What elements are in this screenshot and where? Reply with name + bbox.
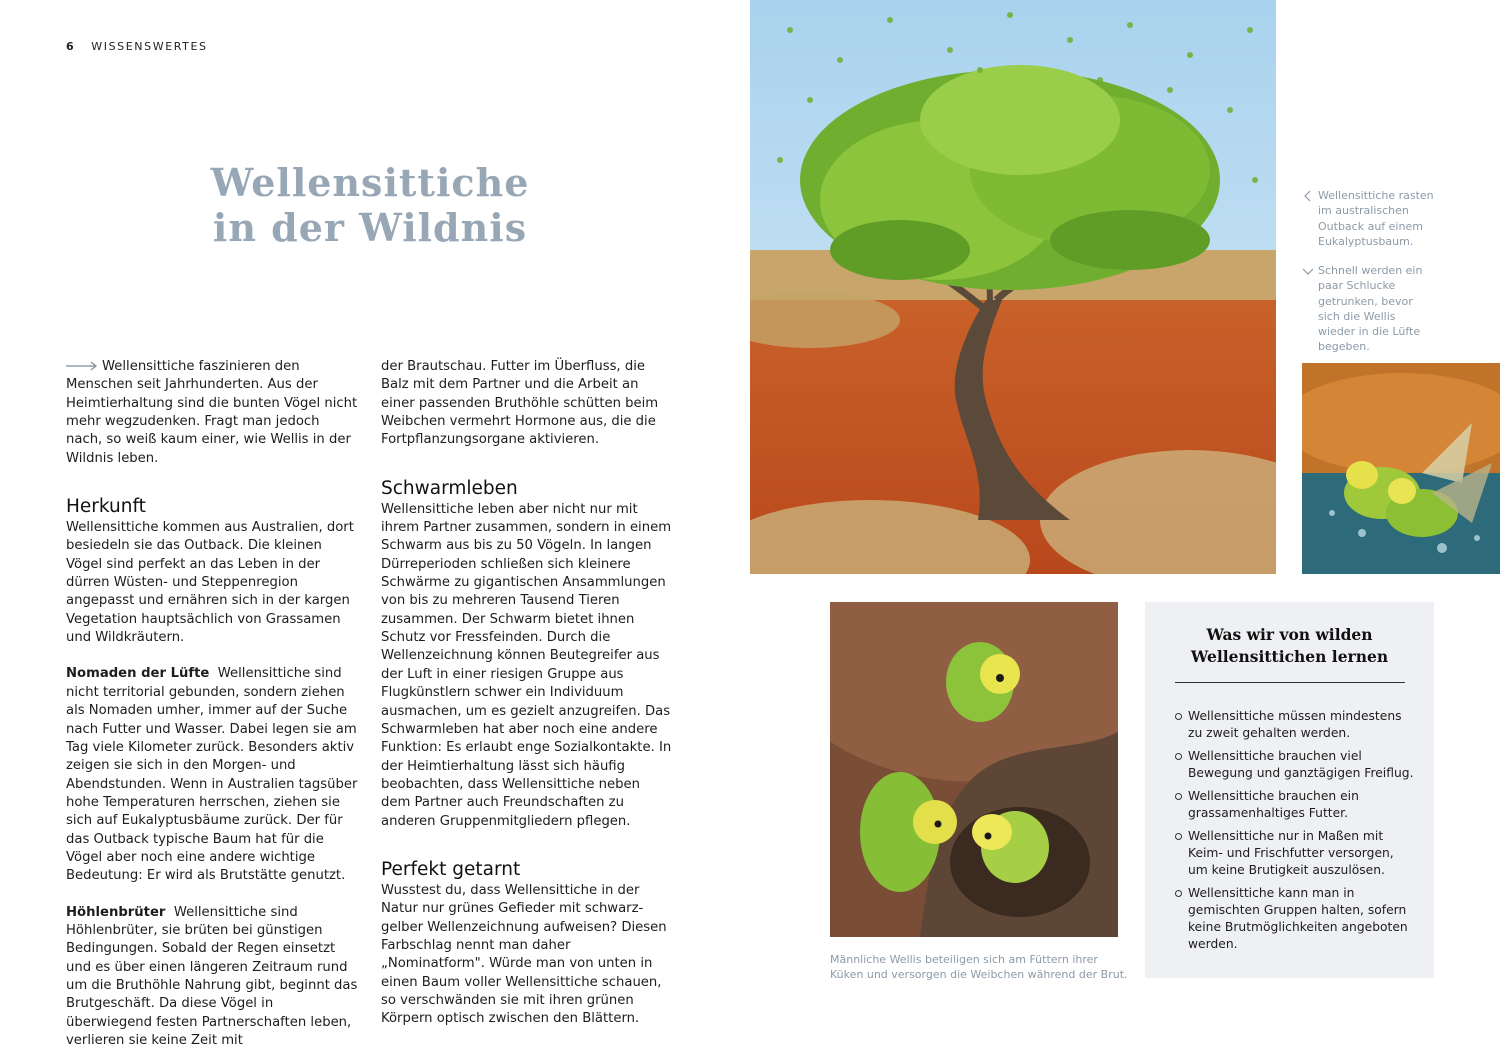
chevron-left-icon [1302,190,1314,202]
photo-outback-tree [750,0,1276,574]
bullet-circle-icon [1175,833,1182,840]
bullet-circle-icon [1175,753,1182,760]
photo-nesting-budgies [830,602,1118,937]
text-column-2 [381,358,673,1029]
intro-text: Wellensittiche faszinieren den Menschen seit Jahrhunderten. Aus der Heimtierhaltung sind die bunten Vögel nicht mehr wegzudenken. Fragt man jedoch nach, so weiß kaum einer, wie Wellis in der Wildnis leben. [66,359,358,466]
caption-nest: Männliche Wellis beteiligen sich am Füttern ihrer Küken und versorgen die Weibchen während der Brut. [830,953,1128,982]
page-title [150,160,590,250]
info-box-title-line-1: Was wir von wilden [1206,625,1373,644]
chevron-down-icon [1302,265,1314,277]
intro-paragraph [66,358,358,468]
list-item-text: Wellensittiche müssen mindestens zu zweit gehalten werden. [1188,709,1402,740]
heading-herkunft: Herkunft [66,496,146,518]
title-line-2: in der Wildnis [212,205,528,250]
caption-water-text: Schnell werden ein paar Schlucke getrunken, bevor sich die Wellis wieder in die Lüfte begeben. [1318,264,1423,354]
heading-schwarmleben: Schwarmleben [381,477,518,499]
running-header [66,40,208,53]
bullet-circle-icon [1175,713,1182,720]
list-item [1175,708,1415,742]
bullet-circle-icon [1175,793,1182,800]
list-item [1175,748,1415,782]
caption-tree [1302,188,1434,249]
paragraph-brautschau: der Brautschau. Futter im Überfluss, die Balz mit dem Partner und die Arbeit an einer passenden Bruthöhle schütten beim Weibchen vermehrt Hormone aus, die die Fortpflanzungsorgane aktivieren. [381,359,659,448]
nesting-budgies-illustration [830,602,1118,937]
info-box [1145,602,1434,978]
outback-tree-illustration [750,0,1276,574]
info-box-divider [1175,682,1405,683]
paragraph-perfekt-getarnt: Wusstest du, dass Wellensittiche in der Natur nur grünes Gefieder mit schwarz-gelber Wellenzeichnung aufweisen? Diesen Farbschlag nennt man daher „Nominatform". Würde man von unten in einen Baum voller Wellensittiche schauen, so verschwänden sie mit ihren grünen Körpern optisch zwischen den Blättern. [381,882,667,1027]
lead-nomaden: Nomaden der Lüfte [66,666,210,682]
list-item [1175,828,1415,878]
list-item-text: Wellensittiche nur in Maßen mit Keim- und Frischfutter versorgen, um keine Brutigkeit auszulösen. [1188,829,1394,877]
bullet-circle-icon [1175,890,1182,897]
section-title: WISSENSWERTES [91,40,208,53]
paragraph-hoehlenbrueter [66,904,358,1051]
list-item [1175,885,1415,952]
text-nomaden: Wellensittiche sind nicht territorial gebunden, sondern ziehen als Nomaden umher, immer auf der Suche nach Futter und Wasser. Dabei legen sie am Tag viele Kilometer zurück. Besonders aktiv zeigen sie sich in den Morgen- und Abendstunden. Wenn in Australien tagsüber hohe Temperaturen herrschen, ziehen sie sich auf Eukalyptusbäume zurück. Der für das Outback typische Baum hat für die Vögel aber noch eine andere wichtige Bedeutung: Er wird als Brutstätte genutzt. [66,666,358,884]
paragraph-herkunft: Wellensittiche kommen aus Australien, dort besiedeln sie das Outback. Die kleinen Vögel sind perfekt an das Leben in der dürren Wüsten- und Steppenregion angepasst und ernähren sich in der kargen Vegetation hauptsächlich von Grassamen und Wildkräutern. [66,520,354,646]
page-number: 6 [66,40,76,53]
arrow-right-icon [66,361,98,371]
info-box-title-line-2: Wellensittichen lernen [1190,647,1389,666]
heading-perfekt-getarnt: Perfekt getarnt [381,858,521,880]
lead-hoehlenbrueter: Höhlenbrüter [66,904,166,920]
text-column-1 [66,358,358,1050]
paragraph-schwarmleben: Wellensittiche leben aber nicht nur mit ihrem Partner zusammen, sondern in einem Schwarm aus bis zu 50 Vögeln. In langen Dürreperioden schließen sich kleinere Schwärme zu gigantischen Ansammlungen von bis zu mehreren Tausend Tieren zusammen. Der Schwarm bietet ihnen Schutz vor Fressfeinden. Durch die Wellenzeichnung können Beutegreifer aus der Luft in einer riesigen Gruppe aus Flugkünstlern schwer ein Individuum ausmachen, um es gezielt anzugreifen. Das Schwarmleben hat aber noch eine andere Funktion: Es erlaubt enge Sozialkontakte. In der Heimtierhaltung lässt sich häufig beobachten, dass Wellensittiche neben dem Partner auch Freundschaften zu anderen Gruppenmitgliedern pflegen. [381,501,672,829]
caption-water [1302,263,1434,355]
info-box-list [1175,708,1415,959]
list-item-text: Wellensittiche brauchen ein grassamenhaltiges Futter. [1188,789,1359,820]
photo-bathing-budgies [1302,363,1500,574]
caption-tree-text: Wellensittiche rasten im australischen Outback auf einem Eukalyptusbaum. [1318,189,1434,248]
bathing-budgies-illustration [1302,363,1500,574]
paragraph-nomaden [66,665,358,885]
list-item-text: Wellensittiche kann man in gemischten Gruppen halten, sofern keine Brutmöglichkeiten angeboten werden. [1188,886,1408,951]
text-hoehlenbrueter: Wellensittiche sind Höhlenbrüter, sie brüten bei günstigen Bedingungen. Sobald der Regen einsetzt und es über einen längeren Zeitraum rund um die Bruthöhle Nahrung gibt, beginnt das Brutgeschäft. Da diese Vögel in überwiegend festen Partnerschaften leben, verlieren sie keine Zeit mit [66,904,358,1048]
title-line-1: Wellensittiche [210,160,530,205]
info-box-title [1145,624,1434,668]
list-item-text: Wellensittiche brauchen viel Bewegung und ganztägigen Freiflug. [1188,749,1414,780]
list-item [1175,788,1415,822]
